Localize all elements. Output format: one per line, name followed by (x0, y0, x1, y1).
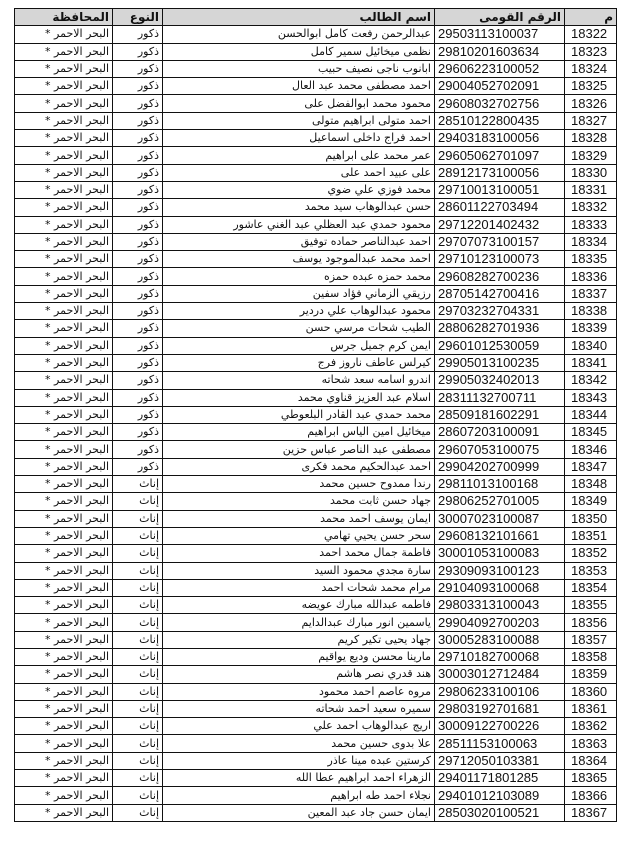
national-id-cell: 29401171801285 (435, 770, 565, 787)
student-name-cell: فاطمه عبدالله مبارك عويضه (163, 597, 435, 614)
table-row (15, 285, 617, 302)
gender-cell: إناث (113, 700, 163, 717)
student-name-cell: احمد فراج داخلى اسماعيل (163, 130, 435, 147)
governorate-cell: البحر الاحمر * (15, 337, 113, 354)
gender-cell: إناث (113, 770, 163, 787)
governorate-cell: البحر الاحمر * (15, 164, 113, 181)
serial-cell: 18328 (565, 130, 617, 147)
national-id-cell: 29104093100068 (435, 579, 565, 596)
table-row (15, 389, 617, 406)
gender-cell: ذكور (113, 130, 163, 147)
table-row (15, 597, 617, 614)
table-row (15, 406, 617, 423)
student-name-cell: ايمان حسن جاد عبد المعين (163, 804, 435, 821)
table-row (15, 43, 617, 60)
student-name-cell: ياسمين انور مبارك عبدالدايم (163, 614, 435, 631)
gender-cell: إناث (113, 476, 163, 493)
national-id-cell: 28912173100056 (435, 164, 565, 181)
governorate-cell: البحر الاحمر * (15, 268, 113, 285)
governorate-cell: البحر الاحمر * (15, 770, 113, 787)
student-name-cell: محمود عبدالوهاب علي دردير (163, 303, 435, 320)
national-id-cell: 29608282700236 (435, 268, 565, 285)
serial-cell: 18363 (565, 735, 617, 752)
national-id-cell: 29710182700068 (435, 648, 565, 665)
student-name-cell: مصطفى عبد الناصر عباس حزين (163, 441, 435, 458)
student-name-cell: سميره سعيد احمد شحاته (163, 700, 435, 717)
national-id-cell: 29710123100073 (435, 251, 565, 268)
student-name-cell: ايمان يوسف احمد محمد (163, 510, 435, 527)
gender-cell: ذكور (113, 372, 163, 389)
students-table (14, 8, 617, 822)
national-id-cell: 28311132700711 (435, 389, 565, 406)
national-id-cell: 29712201402432 (435, 216, 565, 233)
national-id-cell: 29712050103381 (435, 752, 565, 769)
gender-cell: إناث (113, 545, 163, 562)
gender-cell: ذكور (113, 60, 163, 77)
table-row (15, 683, 617, 700)
student-name-cell: احمد محمد عبدالموجود يوسف (163, 251, 435, 268)
national-id-cell: 29803313100043 (435, 597, 565, 614)
student-list-sheet (14, 8, 617, 822)
table-row (15, 251, 617, 268)
governorate-cell: البحر الاحمر * (15, 216, 113, 233)
serial-cell: 18346 (565, 441, 617, 458)
gender-cell: ذكور (113, 164, 163, 181)
serial-cell: 18333 (565, 216, 617, 233)
national-id-cell: 29904092700203 (435, 614, 565, 631)
table-row (15, 233, 617, 250)
national-id-cell: 29806252701005 (435, 493, 565, 510)
gender-cell: ذكور (113, 233, 163, 250)
serial-cell: 18365 (565, 770, 617, 787)
student-name-cell: ميخائيل امين الياس ابراهيم (163, 424, 435, 441)
governorate-cell: البحر الاحمر * (15, 510, 113, 527)
table-row (15, 545, 617, 562)
gender-cell: إناث (113, 752, 163, 769)
student-name-cell: جهاد يحيى تكير كريم (163, 631, 435, 648)
student-name-cell: ابانوب ناجى نصيف حبيب (163, 60, 435, 77)
gender-cell: إناث (113, 683, 163, 700)
national-id-cell: 29004052702091 (435, 78, 565, 95)
governorate-cell: البحر الاحمر * (15, 389, 113, 406)
governorate-cell: البحر الاحمر * (15, 60, 113, 77)
student-name-cell: علا بدوى حسين محمد (163, 735, 435, 752)
table-row (15, 320, 617, 337)
national-id-cell: 28607203100091 (435, 424, 565, 441)
governorate-cell: البحر الاحمر * (15, 527, 113, 544)
national-id-cell: 28806282701936 (435, 320, 565, 337)
table-row (15, 199, 617, 216)
governorate-cell: البحر الاحمر * (15, 787, 113, 804)
gender-cell: ذكور (113, 78, 163, 95)
governorate-cell: البحر الاحمر * (15, 43, 113, 60)
table-row (15, 78, 617, 95)
table-row (15, 458, 617, 475)
governorate-cell: البحر الاحمر * (15, 130, 113, 147)
gender-cell: إناث (113, 648, 163, 665)
serial-cell: 18338 (565, 303, 617, 320)
table-row (15, 216, 617, 233)
governorate-cell: البحر الاحمر * (15, 285, 113, 302)
table-row (15, 770, 617, 787)
serial-cell: 18327 (565, 112, 617, 129)
governorate-cell: البحر الاحمر * (15, 320, 113, 337)
serial-cell: 18355 (565, 597, 617, 614)
header-serial: م (565, 9, 617, 26)
governorate-cell: البحر الاحمر * (15, 579, 113, 596)
student-name-cell: فاطمة جمال محمد احمد (163, 545, 435, 562)
student-name-cell: نجلاء احمد طه ابراهيم (163, 787, 435, 804)
gender-cell: إناث (113, 666, 163, 683)
student-name-cell: محمود حمدي عبد العظلي عبد الغني عاشور (163, 216, 435, 233)
national-id-cell: 29608132101661 (435, 527, 565, 544)
gender-cell: إناث (113, 787, 163, 804)
serial-cell: 18342 (565, 372, 617, 389)
gender-cell: ذكور (113, 147, 163, 164)
national-id-cell: 29810201603634 (435, 43, 565, 60)
national-id-cell: 29601012530059 (435, 337, 565, 354)
gender-cell: ذكور (113, 285, 163, 302)
serial-cell: 18332 (565, 199, 617, 216)
national-id-cell: 29403183100056 (435, 130, 565, 147)
gender-cell: إناث (113, 510, 163, 527)
serial-cell: 18345 (565, 424, 617, 441)
governorate-cell: البحر الاحمر * (15, 354, 113, 371)
governorate-cell: البحر الاحمر * (15, 683, 113, 700)
serial-cell: 18323 (565, 43, 617, 60)
serial-cell: 18364 (565, 752, 617, 769)
national-id-cell: 29503113100037 (435, 26, 565, 43)
governorate-cell: البحر الاحمر * (15, 372, 113, 389)
student-name-cell: احمد عبدالناصر حماده توفيق (163, 233, 435, 250)
governorate-cell: البحر الاحمر * (15, 597, 113, 614)
serial-cell: 18336 (565, 268, 617, 285)
national-id-cell: 29806233100106 (435, 683, 565, 700)
table-row (15, 787, 617, 804)
governorate-cell: البحر الاحمر * (15, 303, 113, 320)
gender-cell: ذكور (113, 406, 163, 423)
gender-cell: إناث (113, 527, 163, 544)
governorate-cell: البحر الاحمر * (15, 95, 113, 112)
student-name-cell: الزهراء احمد ابراهيم عطا الله (163, 770, 435, 787)
header-row (15, 9, 617, 26)
student-name-cell: الطيب شحات مرسي حسن (163, 320, 435, 337)
national-id-cell: 29605062701097 (435, 147, 565, 164)
governorate-cell: البحر الاحمر * (15, 458, 113, 475)
serial-cell: 18350 (565, 510, 617, 527)
national-id-cell: 29606223100052 (435, 60, 565, 77)
serial-cell: 18334 (565, 233, 617, 250)
table-row (15, 354, 617, 371)
student-name-cell: جهاد حسن ثابت محمد (163, 493, 435, 510)
national-id-cell: 29703232704331 (435, 303, 565, 320)
gender-cell: إناث (113, 631, 163, 648)
national-id-cell: 30001053100083 (435, 545, 565, 562)
serial-cell: 18360 (565, 683, 617, 700)
header-governorate: المحافظة (15, 9, 113, 26)
student-name-cell: مروه عاصم احمد محمود (163, 683, 435, 700)
table-row (15, 337, 617, 354)
serial-cell: 18361 (565, 700, 617, 717)
header-national-id: الرقم القومى (435, 9, 565, 26)
gender-cell: ذكور (113, 303, 163, 320)
table-row (15, 95, 617, 112)
student-name-cell: مرام محمد شحات احمد (163, 579, 435, 596)
table-row (15, 441, 617, 458)
student-name-cell: كرستين عبده مينا عاذر (163, 752, 435, 769)
table-row (15, 26, 617, 43)
serial-cell: 18330 (565, 164, 617, 181)
student-name-cell: اريج عبدالوهاب احمد علي (163, 718, 435, 735)
governorate-cell: البحر الاحمر * (15, 78, 113, 95)
gender-cell: ذكور (113, 216, 163, 233)
student-name-cell: ايمن كرم جميل جرس (163, 337, 435, 354)
gender-cell: ذكور (113, 199, 163, 216)
governorate-cell: البحر الاحمر * (15, 631, 113, 648)
national-id-cell: 30007023100087 (435, 510, 565, 527)
serial-cell: 18339 (565, 320, 617, 337)
gender-cell: ذكور (113, 441, 163, 458)
national-id-cell: 29607053100075 (435, 441, 565, 458)
governorate-cell: البحر الاحمر * (15, 648, 113, 665)
student-name-cell: محمد حمدي عبد القادر البلعوطي (163, 406, 435, 423)
gender-cell: ذكور (113, 26, 163, 43)
governorate-cell: البحر الاحمر * (15, 562, 113, 579)
serial-cell: 18348 (565, 476, 617, 493)
governorate-cell: البحر الاحمر * (15, 181, 113, 198)
student-name-cell: على عبيد احمد على (163, 164, 435, 181)
serial-cell: 18331 (565, 181, 617, 198)
student-name-cell: عمر محمد على ابراهيم (163, 147, 435, 164)
national-id-cell: 29905032402013 (435, 372, 565, 389)
serial-cell: 18324 (565, 60, 617, 77)
governorate-cell: البحر الاحمر * (15, 424, 113, 441)
table-row (15, 752, 617, 769)
national-id-cell: 29905013100235 (435, 354, 565, 371)
governorate-cell: البحر الاحمر * (15, 441, 113, 458)
table-row (15, 718, 617, 735)
serial-cell: 18352 (565, 545, 617, 562)
gender-cell: ذكور (113, 458, 163, 475)
serial-cell: 18359 (565, 666, 617, 683)
student-name-cell: حسن عبدالوهاب سيد محمد (163, 199, 435, 216)
student-name-cell: مارينا محسن وديع يواقيم (163, 648, 435, 665)
gender-cell: ذكور (113, 43, 163, 60)
student-name-cell: احمد مصطفى محمد عبد العال (163, 78, 435, 95)
governorate-cell: البحر الاحمر * (15, 233, 113, 250)
serial-cell: 18329 (565, 147, 617, 164)
header-gender: النوع (113, 9, 163, 26)
serial-cell: 18353 (565, 562, 617, 579)
gender-cell: ذكور (113, 389, 163, 406)
serial-cell: 18354 (565, 579, 617, 596)
student-name-cell: احمد متولى ابراهيم متولى (163, 112, 435, 129)
table-row (15, 614, 617, 631)
governorate-cell: البحر الاحمر * (15, 735, 113, 752)
table-row (15, 510, 617, 527)
gender-cell: ذكور (113, 95, 163, 112)
student-name-cell: احمد عبدالحكيم محمد فكرى (163, 458, 435, 475)
serial-cell: 18349 (565, 493, 617, 510)
governorate-cell: البحر الاحمر * (15, 476, 113, 493)
national-id-cell: 28511153100063 (435, 735, 565, 752)
gender-cell: ذكور (113, 268, 163, 285)
table-row (15, 303, 617, 320)
serial-cell: 18347 (565, 458, 617, 475)
national-id-cell: 29811013100168 (435, 476, 565, 493)
table-row (15, 579, 617, 596)
national-id-cell: 29608032702756 (435, 95, 565, 112)
gender-cell: ذكور (113, 181, 163, 198)
national-id-cell: 28510122800435 (435, 112, 565, 129)
national-id-cell: 28601122703494 (435, 199, 565, 216)
governorate-cell: البحر الاحمر * (15, 752, 113, 769)
gender-cell: ذكور (113, 112, 163, 129)
governorate-cell: البحر الاحمر * (15, 493, 113, 510)
serial-cell: 18340 (565, 337, 617, 354)
governorate-cell: البحر الاحمر * (15, 700, 113, 717)
serial-cell: 18325 (565, 78, 617, 95)
governorate-cell: البحر الاحمر * (15, 614, 113, 631)
governorate-cell: البحر الاحمر * (15, 718, 113, 735)
student-name-cell: سارة مجدي محمود السيد (163, 562, 435, 579)
serial-cell: 18357 (565, 631, 617, 648)
table-row (15, 112, 617, 129)
table-row (15, 476, 617, 493)
national-id-cell: 28509181602291 (435, 406, 565, 423)
gender-cell: إناث (113, 718, 163, 735)
student-name-cell: محمد فوزي علي ضوي (163, 181, 435, 198)
serial-cell: 18326 (565, 95, 617, 112)
national-id-cell: 28705142700416 (435, 285, 565, 302)
table-row (15, 181, 617, 198)
student-name-cell: عبدالرحمن رفعت كامل ابوالحسن (163, 26, 435, 43)
student-name-cell: رندا ممدوح حسين محمد (163, 476, 435, 493)
serial-cell: 18337 (565, 285, 617, 302)
table-row (15, 735, 617, 752)
serial-cell: 18344 (565, 406, 617, 423)
national-id-cell: 30009122700226 (435, 718, 565, 735)
serial-cell: 18343 (565, 389, 617, 406)
national-id-cell: 30005283100088 (435, 631, 565, 648)
gender-cell: ذكور (113, 424, 163, 441)
gender-cell: ذكور (113, 354, 163, 371)
serial-cell: 18335 (565, 251, 617, 268)
gender-cell: ذكور (113, 251, 163, 268)
governorate-cell: البحر الاحمر * (15, 251, 113, 268)
student-name-cell: اسلام عبد العزيز قناوي محمد (163, 389, 435, 406)
serial-cell: 18351 (565, 527, 617, 544)
student-name-cell: سحر حسن يحيي تهامي (163, 527, 435, 544)
student-name-cell: هند قدري نصر هاشم (163, 666, 435, 683)
table-row (15, 372, 617, 389)
student-name-cell: محمود محمد ابوالفضل على (163, 95, 435, 112)
national-id-cell: 29904202700999 (435, 458, 565, 475)
table-row (15, 493, 617, 510)
student-name-cell: رزيقي الزماني فؤاد سفين (163, 285, 435, 302)
table-row (15, 804, 617, 821)
table-row (15, 60, 617, 77)
table-row (15, 648, 617, 665)
national-id-cell: 29401012103089 (435, 787, 565, 804)
table-row (15, 527, 617, 544)
gender-cell: إناث (113, 735, 163, 752)
governorate-cell: البحر الاحمر * (15, 26, 113, 43)
national-id-cell: 30003012712484 (435, 666, 565, 683)
national-id-cell: 29309093100123 (435, 562, 565, 579)
table-row (15, 562, 617, 579)
serial-cell: 18362 (565, 718, 617, 735)
serial-cell: 18366 (565, 787, 617, 804)
student-name-cell: كيرلس عاطف ناروز فرج (163, 354, 435, 371)
table-row (15, 130, 617, 147)
governorate-cell: البحر الاحمر * (15, 147, 113, 164)
national-id-cell: 28503020100521 (435, 804, 565, 821)
gender-cell: إناث (113, 562, 163, 579)
table-row (15, 164, 617, 181)
governorate-cell: البحر الاحمر * (15, 199, 113, 216)
header-student-name: اسم الطالب (163, 9, 435, 26)
serial-cell: 18358 (565, 648, 617, 665)
national-id-cell: 29803192701681 (435, 700, 565, 717)
table-row (15, 424, 617, 441)
serial-cell: 18341 (565, 354, 617, 371)
governorate-cell: البحر الاحمر * (15, 545, 113, 562)
governorate-cell: البحر الاحمر * (15, 112, 113, 129)
gender-cell: إناث (113, 579, 163, 596)
table-row (15, 666, 617, 683)
gender-cell: ذكور (113, 320, 163, 337)
serial-cell: 18322 (565, 26, 617, 43)
gender-cell: ذكور (113, 337, 163, 354)
table-row (15, 700, 617, 717)
serial-cell: 18367 (565, 804, 617, 821)
gender-cell: إناث (113, 614, 163, 631)
governorate-cell: البحر الاحمر * (15, 406, 113, 423)
governorate-cell: البحر الاحمر * (15, 804, 113, 821)
student-name-cell: اندرو اسامه سعد شحاته (163, 372, 435, 389)
gender-cell: إناث (113, 597, 163, 614)
gender-cell: إناث (113, 804, 163, 821)
table-body (15, 26, 617, 822)
student-name-cell: محمد حمزه عبده حمزه (163, 268, 435, 285)
table-row (15, 147, 617, 164)
serial-cell: 18356 (565, 614, 617, 631)
national-id-cell: 29710013100051 (435, 181, 565, 198)
student-name-cell: نظمى ميخائيل سمير كامل (163, 43, 435, 60)
governorate-cell: البحر الاحمر * (15, 666, 113, 683)
table-row (15, 631, 617, 648)
national-id-cell: 29707073100157 (435, 233, 565, 250)
gender-cell: إناث (113, 493, 163, 510)
table-row (15, 268, 617, 285)
